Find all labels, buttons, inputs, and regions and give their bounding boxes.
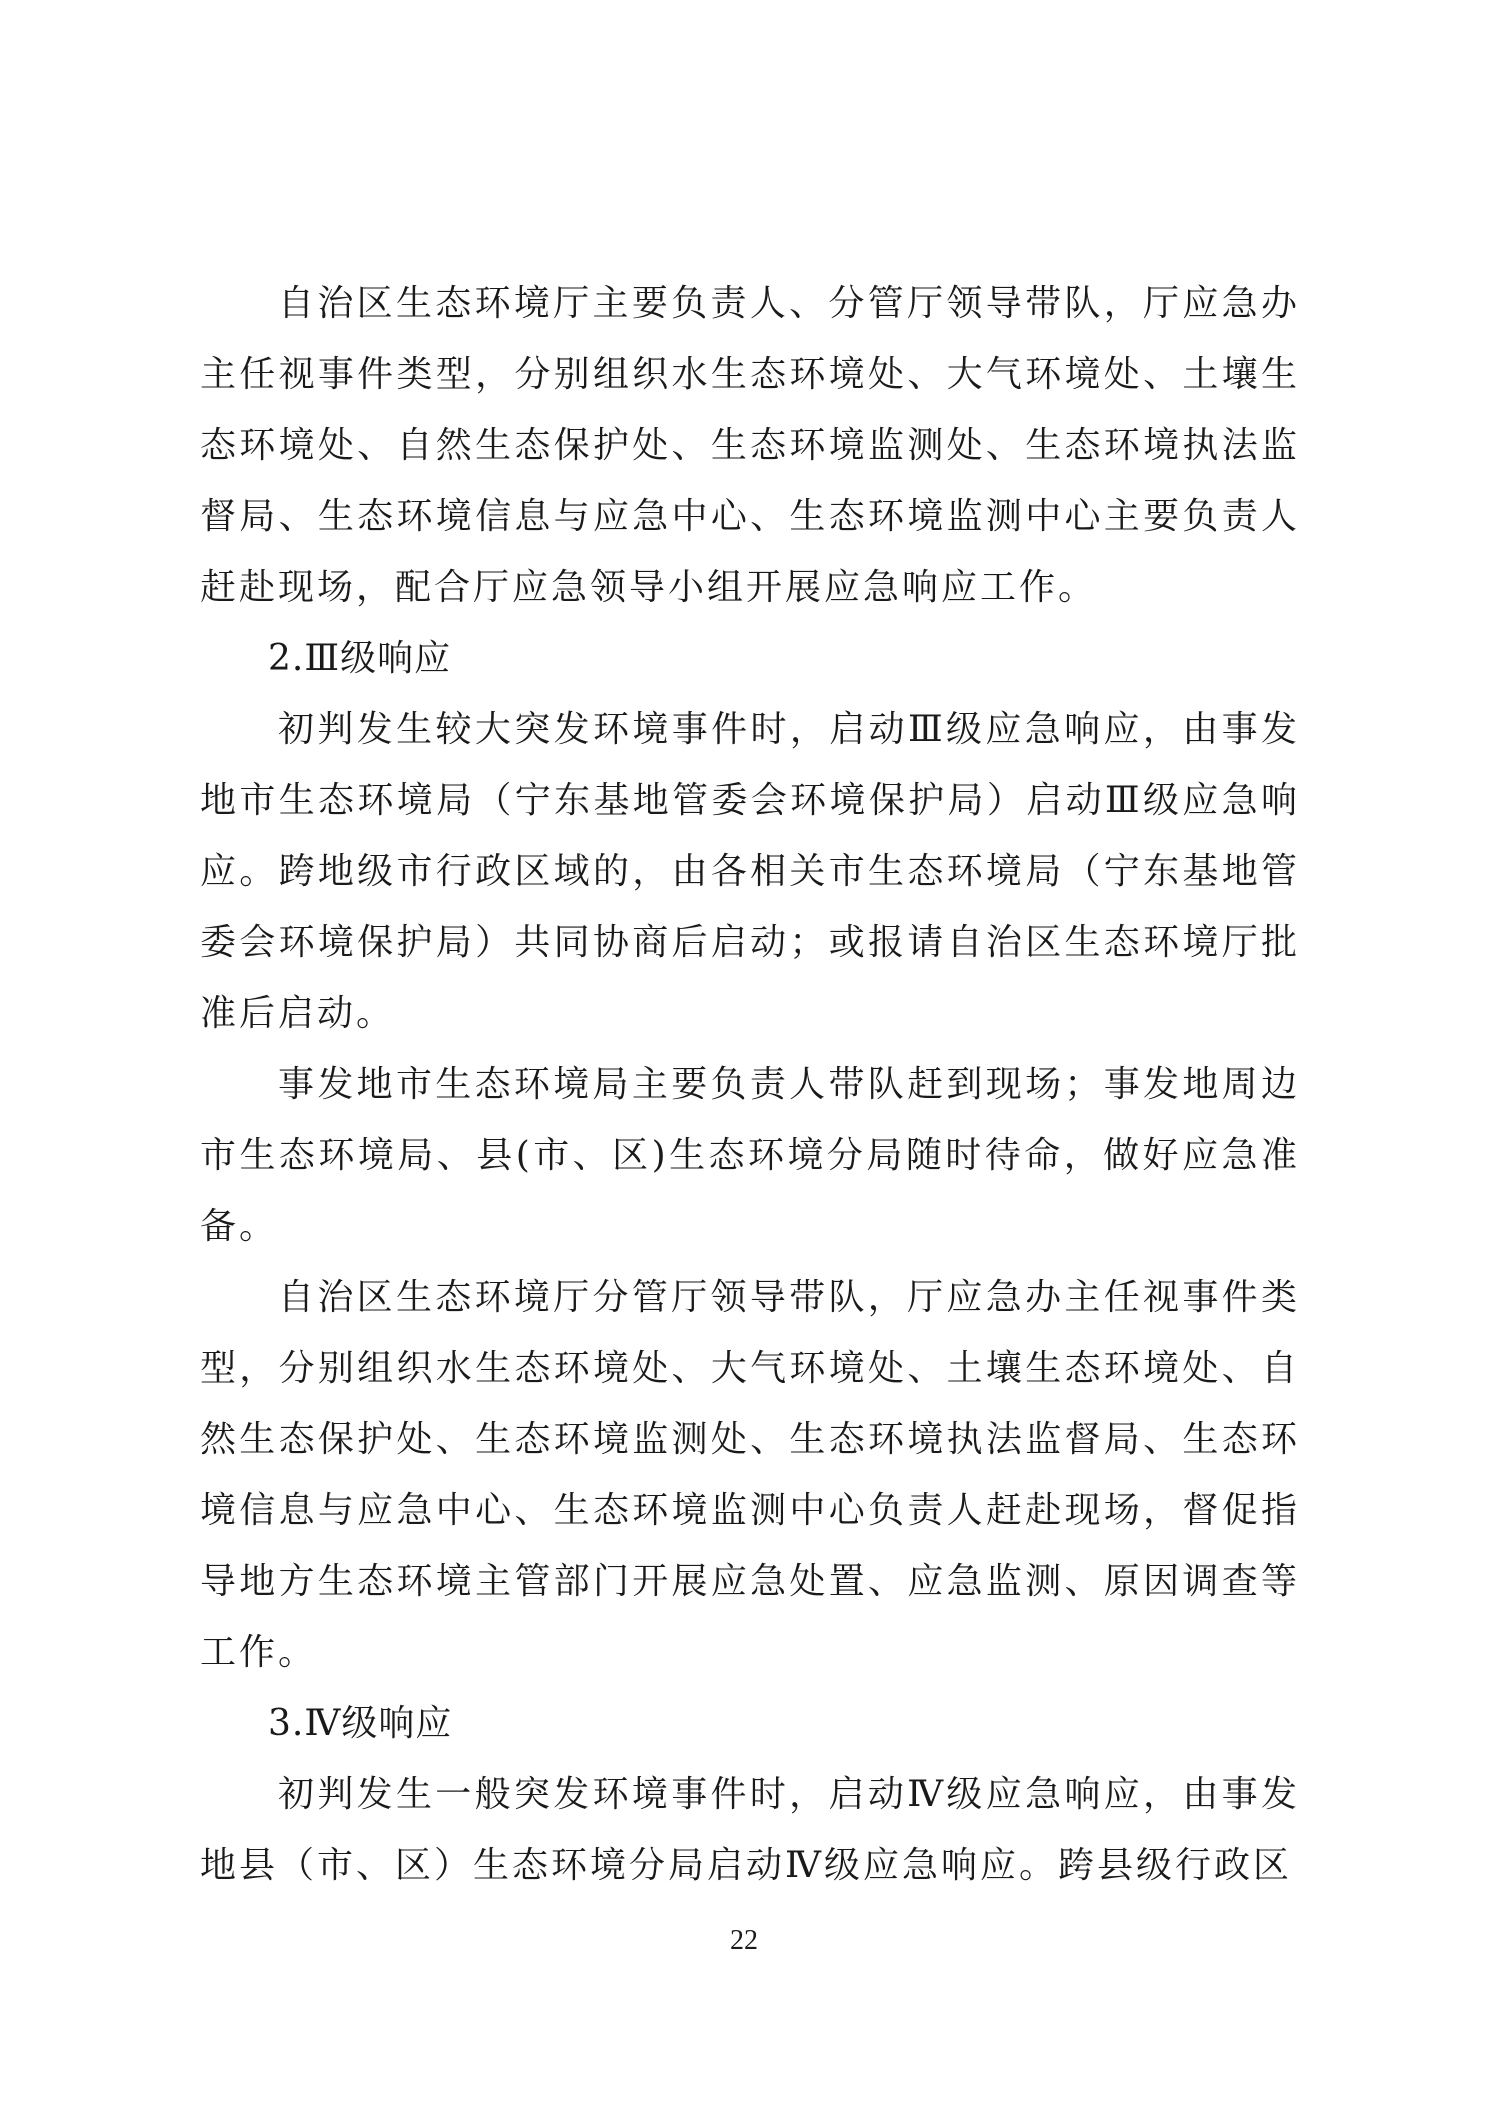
- heading-level-3-response: 2.Ⅲ级响应: [268, 638, 452, 679]
- paragraph-level-3-city-bureau: 事发地市生态环境局主要负责人带队赶到现场；事发地周边市生态环境局、县(市、区)生态环境分局随时待命，做好应急准备。: [200, 1064, 1300, 1247]
- paragraph-level-3-start: 初判发生较大突发环境事件时，启动Ⅲ级应急响应，由事发地市生态环境局（宁东基地管委会环境保护局）启动Ⅲ级应急响应。跨地级市行政区域的，由各相关市生态环境局（宁东基地管委会环境保护局）共同协商后启动；或报请自治区生态环境厅批准后启动。: [200, 709, 1300, 1034]
- document-body: [200, 268, 1300, 1901]
- heading-level-4-response: 3.Ⅳ级响应: [268, 1703, 453, 1744]
- page-number: 22: [730, 1925, 758, 1956]
- paragraph-level-3-region-dept: 自治区生态环境厅分管厅领导带队，厅应急办主任视事件类型，分别组织水生态环境处、大气环境处、土壤生态环境处、自然生态保护处、生态环境监测处、生态环境执法监督局、生态环境信息与应急中心、生态环境监测中心负责人赶赴现场，督促指导地方生态环境主管部门开展应急处置、应急监测、原因调查等工作。: [200, 1277, 1300, 1673]
- paragraph-region-leaders: 自治区生态环境厅主要负责人、分管厅领导带队，厅应急办主任视事件类型，分别组织水生态环境处、大气环境处、土壤生态环境处、自然生态保护处、生态环境监测处、生态环境执法监督局、生态环境信息与应急中心、生态环境监测中心主要负责人赶赴现场，配合厅应急领导小组开展应急响应工作。: [200, 283, 1300, 608]
- paragraph-level-4-start: 初判发生一般突发环境事件时，启动Ⅳ级应急响应，由事发地县（市、区）生态环境分局启动Ⅳ级应急响应。跨县级行政区: [200, 1774, 1300, 1886]
